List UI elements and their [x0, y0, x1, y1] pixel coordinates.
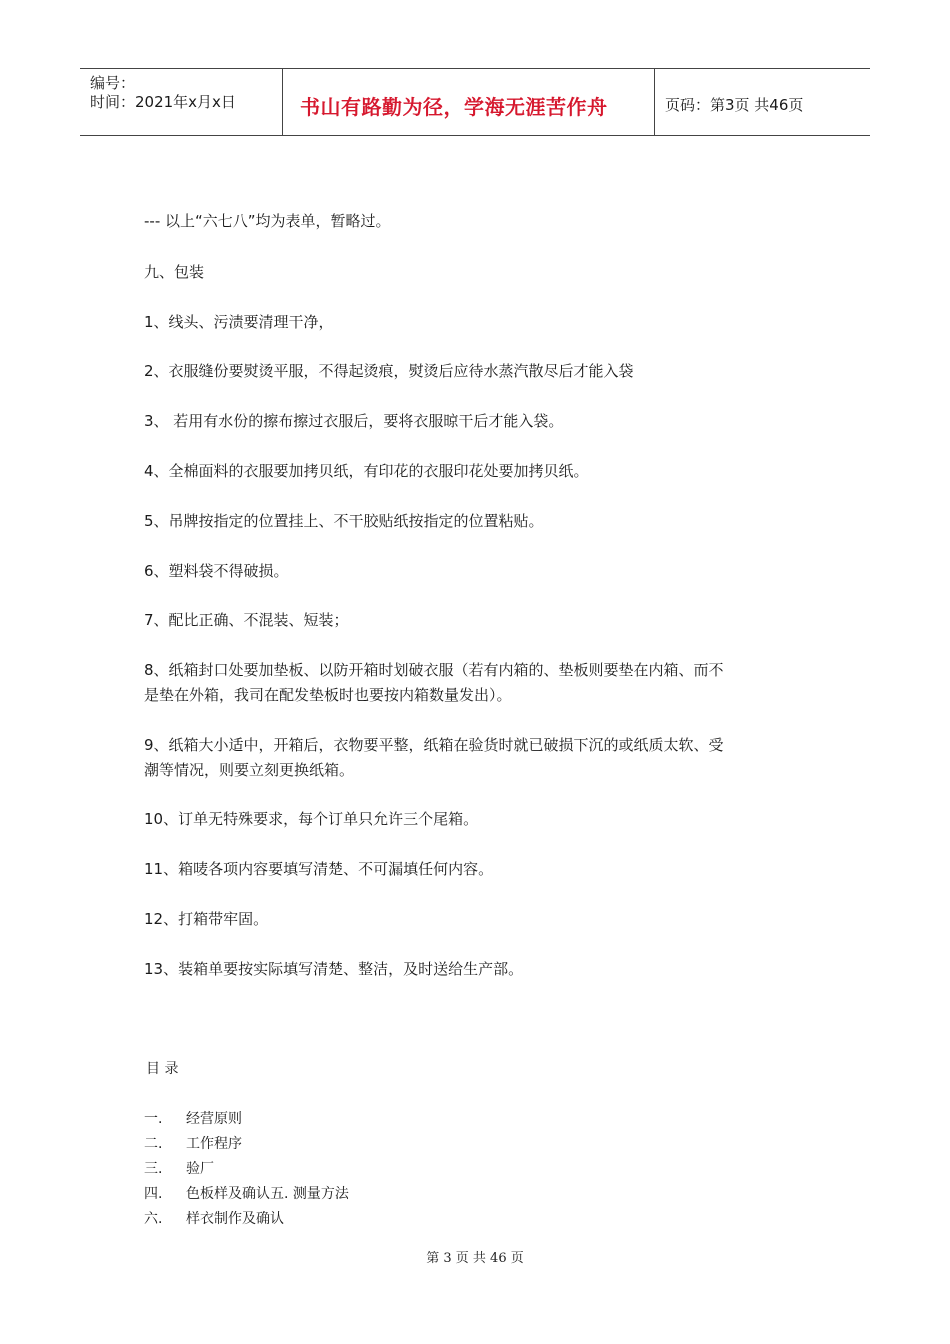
- toc-entry-text: 色板样及确认五. 测量方法: [186, 1186, 349, 1202]
- toc-entry-index: 一.: [144, 1111, 163, 1127]
- header-page-number: 页码：第3页 共46页: [665, 96, 804, 114]
- header-slogan: 书山有路勤为径，学海无涯苦作舟: [300, 95, 608, 119]
- toc-title: 目 录: [146, 1061, 179, 1077]
- section-title: 九、包装: [144, 263, 205, 281]
- page-header: [80, 68, 870, 136]
- toc-entry-index: 二.: [144, 1136, 163, 1152]
- page-footer: 第 3 页 共 46 页: [426, 1251, 524, 1266]
- toc-entry: [144, 1208, 284, 1228]
- document-number-label: 编号：: [90, 74, 136, 92]
- list-item: 2、衣服缝份要熨烫平服，不得起烫痕，熨烫后应待水蒸汽散尽后才能入袋: [144, 362, 634, 380]
- list-item: 3、 若用有水份的擦布擦过衣服后，要将衣服晾干后才能入袋。: [144, 412, 564, 430]
- toc-entry: [144, 1108, 242, 1128]
- list-item: 7、配比正确、不混装、短装；: [144, 611, 349, 629]
- document-date-label: 时间：2021年x月x日: [90, 93, 236, 111]
- note-line: --- 以上“六七八”均为表单，暂略过。: [144, 212, 391, 230]
- header-left-cell: [80, 69, 283, 135]
- list-item: 8、纸箱封口处要加垫板、以防开箱时划破衣服（若有内箱的、垫板则要垫在内箱、而不: [144, 661, 724, 679]
- list-item: 13、装箱单要按实际填写清楚、整洁，及时送给生产部。: [144, 960, 524, 978]
- list-item: 12、打箱带牢固。: [144, 910, 269, 928]
- toc-entry-index: 六.: [144, 1211, 163, 1227]
- header-middle-cell: [282, 69, 655, 135]
- list-item: 11、箱唛各项内容要填写清楚、不可漏填任何内容。: [144, 860, 494, 878]
- toc-entry: [144, 1133, 242, 1153]
- list-item: 4、全棉面料的衣服要加拷贝纸，有印花的衣服印花处要加拷贝纸。: [144, 462, 589, 480]
- toc-entry: [144, 1158, 214, 1178]
- toc-entry-text: 验厂: [186, 1161, 214, 1177]
- list-item-continuation: 是垫在外箱，我司在配发垫板时也要按内箱数量发出）。: [144, 686, 512, 704]
- header-right-cell: [655, 69, 870, 135]
- list-item: 5、吊牌按指定的位置挂上、不干胶贴纸按指定的位置粘贴。: [144, 512, 544, 530]
- list-item-continuation: 潮等情况，则要立刻更换纸箱。: [144, 761, 355, 779]
- toc-entry-index: 四.: [144, 1186, 163, 1202]
- list-item: 9、纸箱大小适中，开箱后，衣物要平整，纸箱在验货时就已破损下沉的或纸质太软、受: [144, 736, 724, 754]
- toc-entry-text: 经营原则: [186, 1111, 242, 1127]
- list-item: 10、订单无特殊要求，每个订单只允许三个尾箱。: [144, 810, 479, 828]
- list-item: 1、线头、污渍要清理干净，: [144, 313, 334, 331]
- toc-entry-text: 工作程序: [186, 1136, 242, 1152]
- toc-entry-index: 三.: [144, 1161, 163, 1177]
- list-item: 6、塑料袋不得破损。: [144, 562, 289, 580]
- toc-entry: [144, 1183, 349, 1203]
- toc-entry-text: 样衣制作及确认: [186, 1211, 284, 1227]
